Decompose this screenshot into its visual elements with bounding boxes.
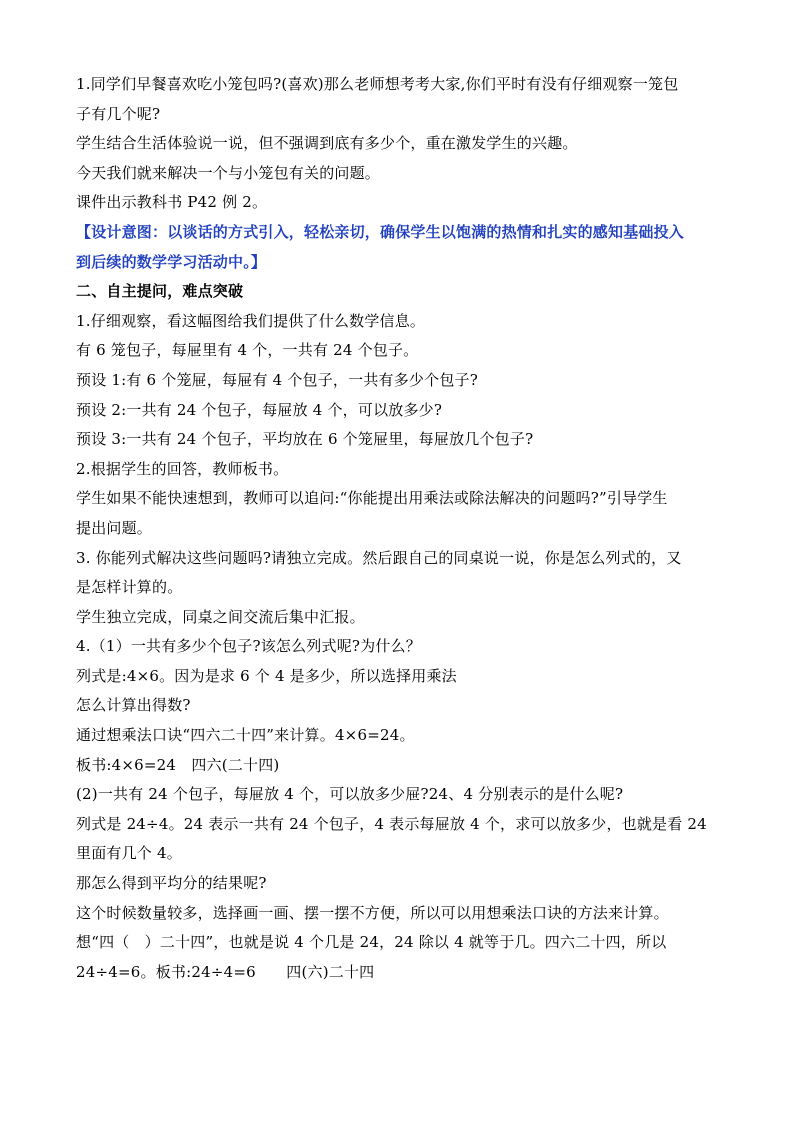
text-line: 里面有几个 4。: [76, 844, 182, 863]
text-line: 学生结合生活体验说一说，但不强调到底有多少个，重在激发学生的兴趣。: [76, 134, 578, 153]
text-line: 课件出示教科书 P42 例 2。: [76, 193, 268, 212]
text-line: 是怎样计算的。: [76, 578, 183, 597]
design-intent-line: 【设计意图：以谈话的方式引入，轻松亲切，确保学生以饱满的热情和扎实的感知基础投入: [76, 222, 685, 241]
text-line: 24÷4=6。板书:24÷4=6 四(六)二十四: [76, 962, 375, 981]
text-line: 这个时候数量较多，选择画一画、摆一摆不方便，所以可以用想乘法口诀的方法来计算。: [76, 903, 669, 922]
text-line: 有 6 笼包子，每屉里有 4 个，一共有 24 个包子。: [76, 341, 419, 360]
text-line: 预设 2:一共有 24 个包子，每屉放 4 个，可以放多少?: [76, 400, 443, 419]
text-line: (2)一共有 24 个包子，每屉放 4 个，可以放多少屉?24、4 分别表示的是什么呢?: [76, 785, 624, 804]
text-line: 提出问题。: [76, 518, 153, 537]
text-line: 学生如果不能快速想到，教师可以追问:“你能提出用乘法或除法解决的问题吗?”引导学生: [76, 489, 668, 508]
text-line: 通过想乘法口诀“四六二十四”来计算。4×6=24。: [76, 726, 415, 745]
design-intent-line: 到后续的数学学习活动中。】: [76, 252, 267, 271]
text-line: 那怎么得到平均分的结果呢?: [76, 874, 267, 893]
text-line: 学生独立完成，同桌之间交流后集中汇报。: [76, 607, 365, 626]
text-line: 怎么计算出得数?: [76, 696, 191, 715]
text-line: 预设 3:一共有 24 个包子，平均放在 6 个笼屉里，每屉放几个包子?: [76, 430, 534, 449]
text-line: 3. 你能列式解决这些问题吗?请独立完成。然后跟自己的同桌说一说，你是怎么列式的，又: [76, 548, 682, 567]
section-heading: 二、自主提问，难点突破: [76, 282, 244, 301]
text-line: 今天我们就来解决一个与小笼包有关的问题。: [76, 163, 381, 182]
text-line: 子有几个呢?: [76, 104, 161, 123]
text-line: 2.根据学生的回答，教师板书。: [76, 459, 289, 478]
document-page: [76, 70, 726, 987]
text-line: 4.（1）一共有多少个包子?该怎么列式呢?为什么？: [76, 637, 421, 656]
text-line: 1.仔细观察，看这幅图给我们提供了什么数学信息。: [76, 311, 426, 330]
text-line: 板书:4×6=24 四六(二十四): [76, 755, 280, 774]
text-line: 想“四（ ）二十四”，也就是说 4 个几是 24，24 除以 4 就等于几。四六二十四，所以: [76, 933, 667, 952]
text-line: 列式是:4×6。因为是求 6 个 4 是多少，所以选择用乘法: [76, 666, 457, 685]
text-line: 列式是 24÷4。24 表示一共有 24 个包子，4 表示每屉放 4 个，求可以放多少，也就是看 24: [76, 814, 707, 833]
text-line: 预设 1:有 6 个笼屉，每屉有 4 个包子，一共有多少个包子?: [76, 370, 478, 389]
text-line: 1.同学们早餐喜欢吃小笼包吗?(喜欢)那么老师想考考大家,你们平时有没有仔细观察一笼包: [76, 75, 679, 93]
